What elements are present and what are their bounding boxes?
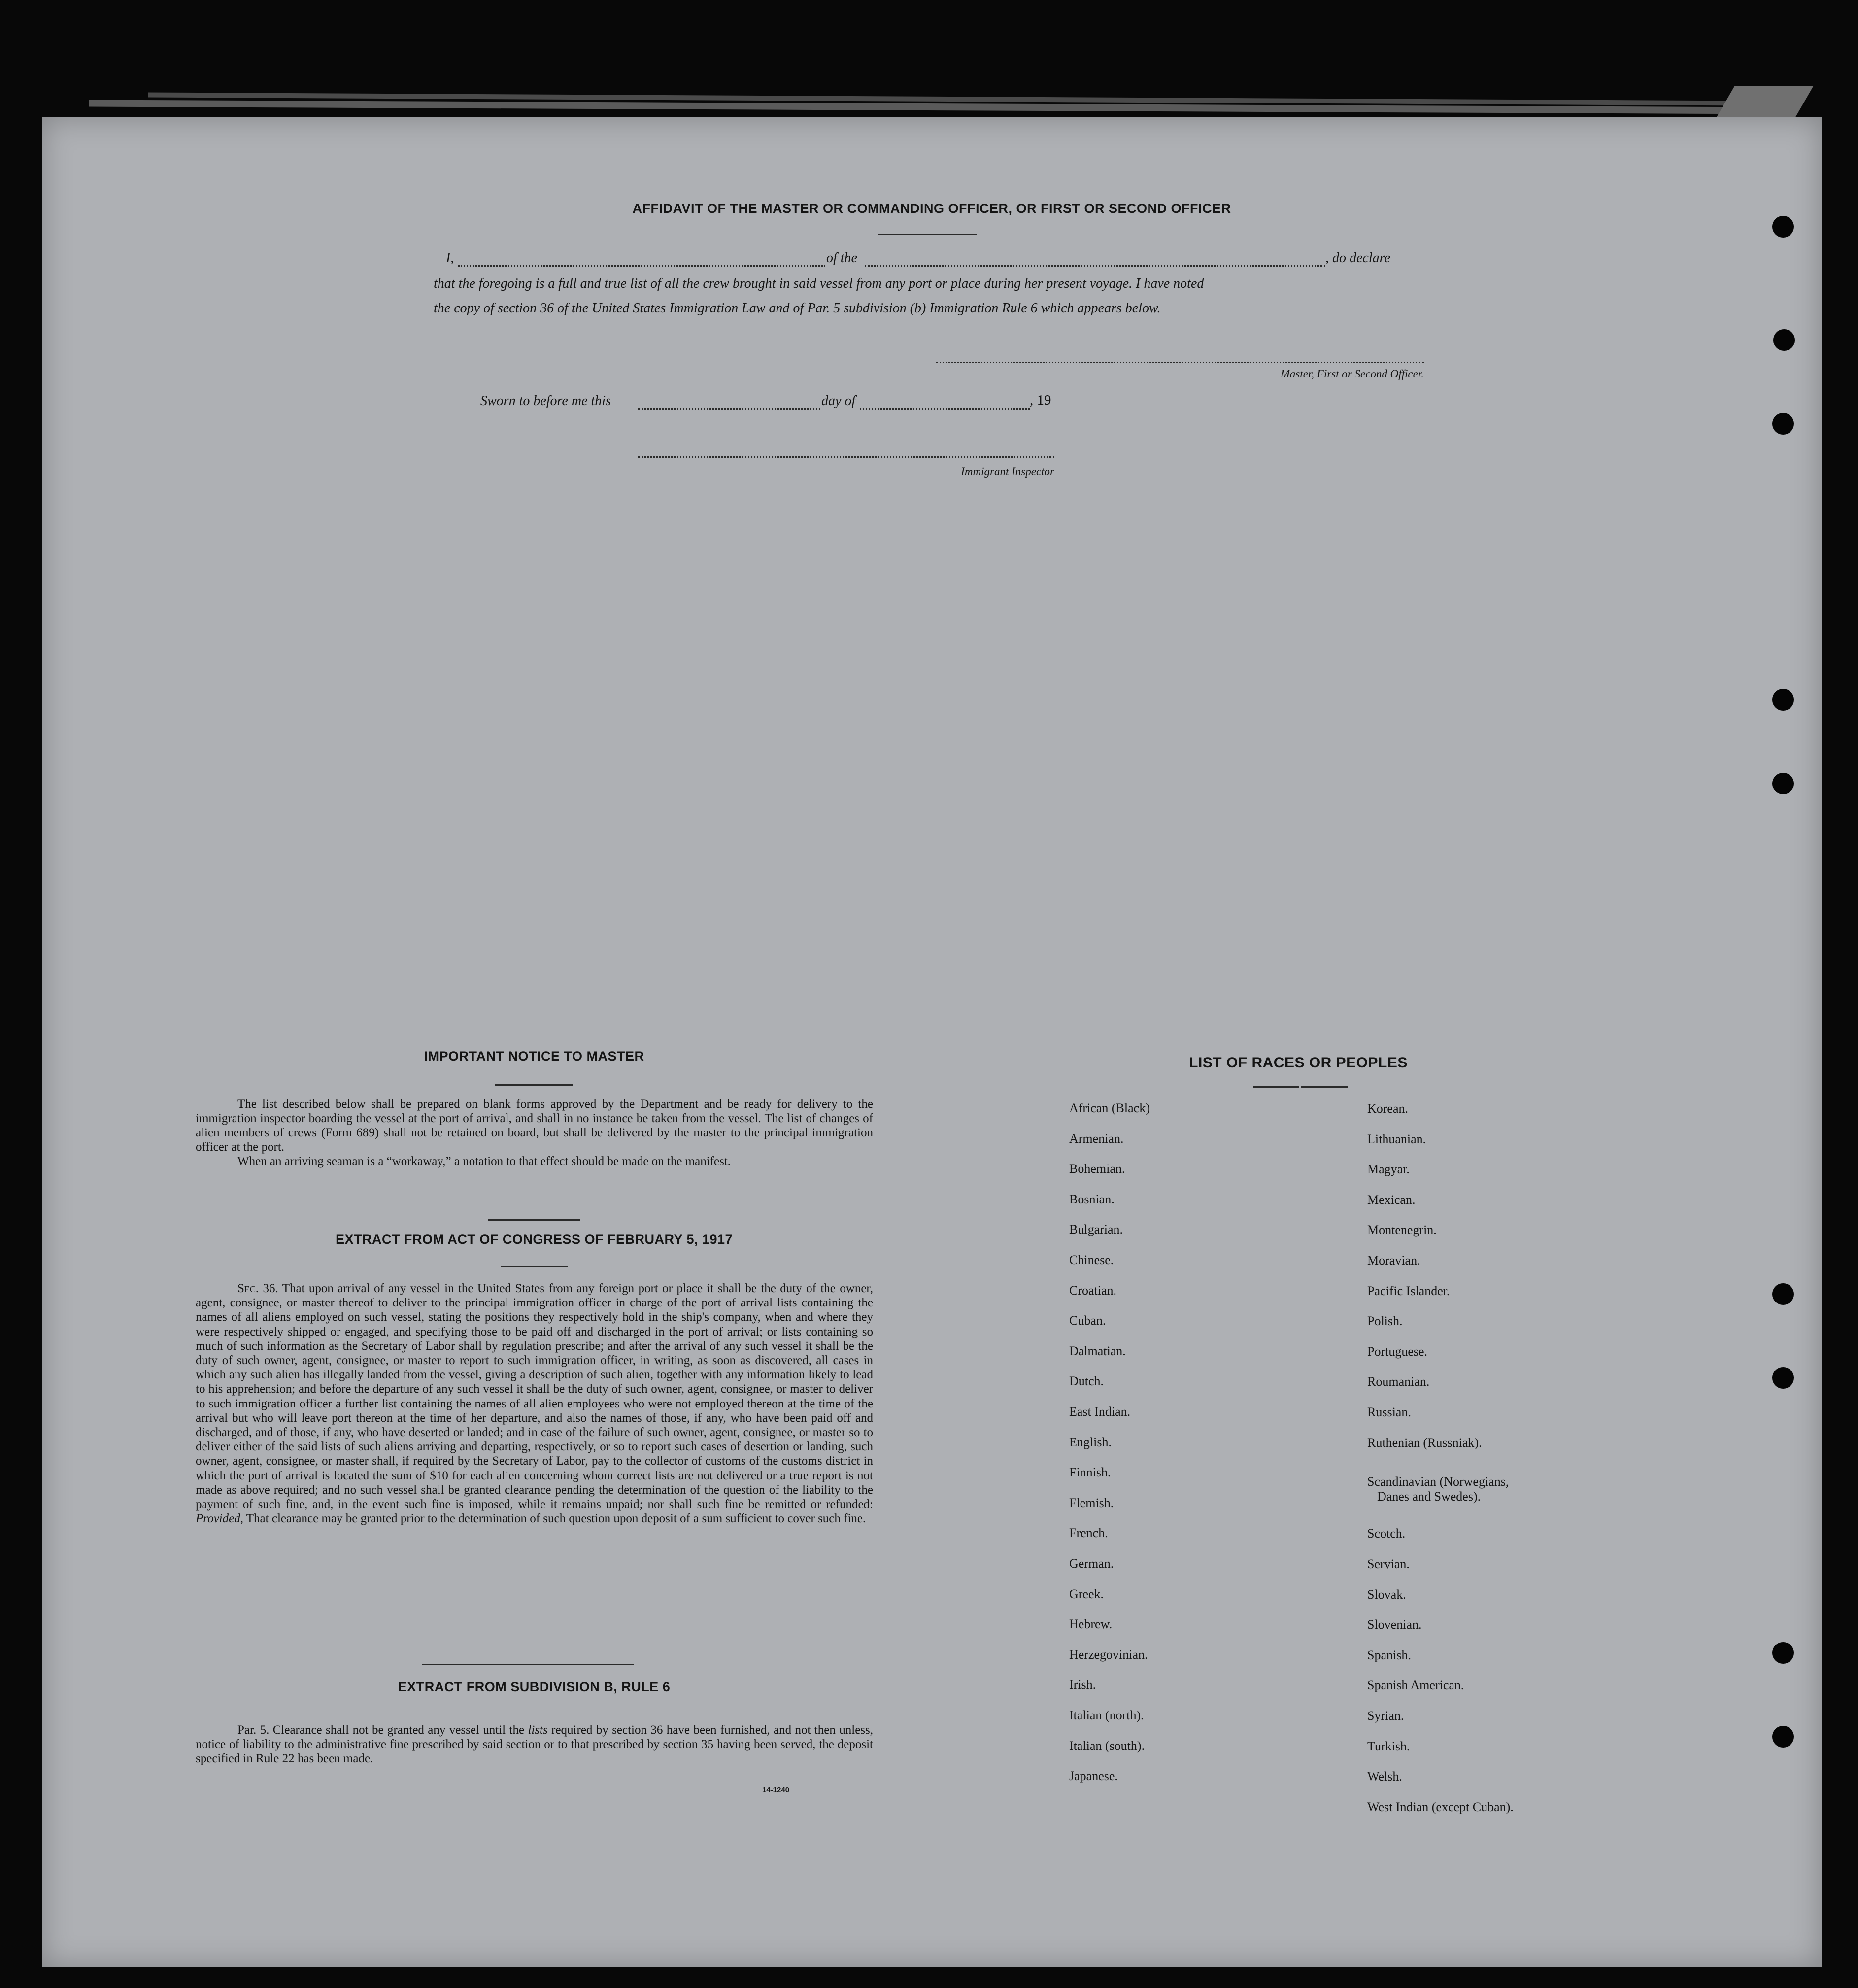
race-item: Armenian. xyxy=(1069,1131,1124,1146)
notice-text xyxy=(196,1097,873,1168)
race-item: Roumanian. xyxy=(1367,1374,1430,1389)
race-item: Magyar. xyxy=(1367,1162,1410,1177)
binder-hole xyxy=(1772,1726,1794,1748)
race-item: East Indian. xyxy=(1069,1405,1131,1419)
sworn-prefix-label: Sworn to before me this xyxy=(480,393,611,409)
race-item: Herzegovinian. xyxy=(1069,1647,1148,1662)
notice-title: IMPORTANT NOTICE TO MASTER xyxy=(424,1049,644,1063)
race-item: Bulgarian. xyxy=(1069,1222,1123,1237)
master-signature-caption: Master, First or Second Officer. xyxy=(1280,368,1424,380)
extract-act-underline xyxy=(501,1266,568,1267)
race-item: Bohemian. xyxy=(1069,1162,1125,1176)
binder-hole xyxy=(1772,773,1794,794)
notice-paragraph-2: When an arriving seaman is a “workaway,” a notation to that effect should be made on the manifest. xyxy=(237,1155,731,1168)
race-item: German. xyxy=(1069,1556,1114,1571)
binder-hole xyxy=(1773,329,1795,351)
extract-rule-text xyxy=(196,1723,873,1766)
inspector-signature-line[interactable] xyxy=(638,456,1054,458)
race-item: Scotch. xyxy=(1367,1526,1406,1541)
race-item: Servian. xyxy=(1367,1557,1410,1571)
affidavit-title: AFFIDAVIT OF THE MASTER OR COMMANDING OFFICER, OR FIRST OR SECOND OFFICER xyxy=(632,201,1231,216)
affidavit-declare-label: , do declare xyxy=(1325,250,1390,266)
extract-rule-body-end: required by section 36 have been furnished, and not then unless, notice of liability to the administrative fine prescribed by said section or to that prescribed by section 35 having been served, the deposit specified in Rule 22 has been made. xyxy=(196,1723,873,1765)
binder-hole xyxy=(1772,1283,1794,1305)
race-item: Welsh. xyxy=(1367,1769,1402,1784)
race-item: Italian (south). xyxy=(1069,1738,1145,1753)
race-item: Polish. xyxy=(1367,1314,1403,1329)
race-item: Portuguese. xyxy=(1367,1344,1428,1359)
section-divider xyxy=(422,1664,634,1665)
master-name-field[interactable] xyxy=(458,265,825,267)
lists-word: lists xyxy=(528,1723,548,1737)
background-sheet-corner xyxy=(1715,86,1813,121)
race-item: Lithuanian. xyxy=(1367,1131,1426,1146)
race-item: Spanish. xyxy=(1367,1647,1411,1662)
extract-act-body: 36. That upon arrival of any vessel in the United States from any foreign port or place it shall be the duty of the owner, agent, consignee, or master thereof to deliver to the principal immigration officer in charge of the port of arrival lists containing the names of all aliens employed on such vessel, stating the positions they respectively hold in the ship's company, when and where they were respectively shipped or engaged, and specifying those to be paid off and discharged in the port of arrival; or lists containing so much of such information as the Secretary of Labor shall by regulation prescribe; and after the arrival of any such vessel it shall be the duty of such owner, agent, consignee, or master to report to such immigration officer, in writing, as soon as discovered, all cases in which any such alien has illegally landed from the vessel, giving a description of such alien, together with any information likely to lead to his apprehension; and before the departure of any such vessel it shall be the duty of such owner, agent, consignee, or master to deliver to such immigration officer a further list containing the names of all alien employees who were not employed thereon at the time of the arrival but who will leave port thereon at the time of her departure, and also the names of those, if any, who have been paid off and discharged, and of those, if any, who have deserted or landed; and in case of the failure of such owner, agent, consignee, or master so to deliver either of the said lists of such aliens arriving and departing, respectively, or so to report such cases of desertion or landing, such owner, agent, consignee, or master shall, if required by the Secretary of Labor, pay to the collector of customs of the customs district in which the port of arrival is located the sum of $10 for each alien concerning whom correct lists are not delivered or a true report is not made as above required; and no such vessel shall be granted clearance pending the determination of the question of the liability to the payment of such fine, and, in the event such fine is imposed, while it remains unpaid; nor shall such fine be remitted or refunded: xyxy=(196,1282,874,1511)
race-item: Syrian. xyxy=(1367,1709,1404,1723)
sworn-day-of-label: day of xyxy=(821,393,856,409)
race-item: Montenegrin. xyxy=(1367,1223,1437,1237)
race-item: Cuban. xyxy=(1069,1313,1106,1328)
race-item: Finnish. xyxy=(1069,1465,1111,1480)
race-item: Italian (north). xyxy=(1069,1708,1144,1722)
extract-rule-body-start: Par. 5. Clearance shall not be granted any vessel until the xyxy=(237,1723,525,1737)
race-item: Japanese. xyxy=(1069,1769,1118,1783)
race-item: Slovenian. xyxy=(1367,1617,1422,1632)
document-page xyxy=(42,117,1822,1967)
sworn-month-field[interactable] xyxy=(860,408,1030,410)
race-item: Chinese. xyxy=(1069,1253,1114,1267)
form-number: 14-1240 xyxy=(762,1786,790,1794)
binder-hole xyxy=(1772,1367,1794,1389)
race-item: Dalmatian. xyxy=(1069,1343,1126,1358)
binder-hole xyxy=(1772,689,1794,711)
section-label: Sec. xyxy=(237,1282,259,1295)
race-item: Irish. xyxy=(1069,1678,1096,1692)
race-item: African (Black) xyxy=(1069,1101,1150,1115)
race-item: Danes and Swedes). xyxy=(1377,1489,1481,1504)
race-item: English. xyxy=(1069,1435,1112,1449)
vessel-name-field[interactable] xyxy=(865,265,1325,267)
races-underline xyxy=(1253,1086,1299,1088)
provided-word: Provided, xyxy=(196,1512,243,1526)
sworn-year-label: , 19 xyxy=(1030,392,1051,408)
race-item: West Indian (except Cuban). xyxy=(1367,1799,1514,1814)
notice-paragraph-1: The list described below shall be prepared on blank forms approved by the Department and be ready for delivery to the immigration inspector boarding the vessel at the port of arrival, and shall in no instance be taken from the vessel. The list of changes of alien members of crews (Form 689) shall not be retained on board, but shall be delivered by the master to the principal immigration officer at the port. xyxy=(196,1097,873,1154)
affidavit-line-2: that the foregoing is a full and true list of all the crew brought in said vessel from any port or place during her present voyage. I have noted xyxy=(434,276,1204,291)
sworn-day-field[interactable] xyxy=(638,408,820,410)
binder-hole xyxy=(1772,413,1794,435)
race-item: Flemish. xyxy=(1069,1495,1114,1510)
notice-underline xyxy=(495,1084,573,1086)
affidavit-i-label: I, xyxy=(446,250,454,266)
race-item: Pacific Islander. xyxy=(1367,1283,1450,1298)
binder-hole xyxy=(1772,216,1794,238)
race-item: Hebrew. xyxy=(1069,1617,1113,1632)
race-item: Scandinavian (Norwegians, xyxy=(1367,1474,1509,1489)
race-item: Croatian. xyxy=(1069,1283,1117,1298)
race-item: French. xyxy=(1069,1526,1108,1541)
affidavit-of-the-label: of the xyxy=(826,250,857,266)
extract-act-body-end: That clearance may be granted prior to the determination of such question upon deposit of a sum sufficient to cover such fine. xyxy=(246,1512,866,1526)
master-signature-line[interactable] xyxy=(936,362,1424,363)
race-item: Bosnian. xyxy=(1069,1192,1115,1206)
race-item: Korean. xyxy=(1367,1101,1409,1116)
race-item: Russian. xyxy=(1367,1405,1411,1419)
race-item: Mexican. xyxy=(1367,1192,1416,1207)
race-item: Slovak. xyxy=(1367,1587,1406,1602)
extract-act-text xyxy=(196,1281,873,1526)
race-item: Greek. xyxy=(1069,1586,1104,1601)
extract-act-title: EXTRACT FROM ACT OF CONGRESS OF FEBRUARY 5, 1917 xyxy=(335,1232,733,1247)
races-title: LIST OF RACES OR PEOPLES xyxy=(1189,1055,1408,1071)
race-item: Turkish. xyxy=(1367,1739,1410,1753)
race-item: Spanish American. xyxy=(1367,1678,1464,1693)
race-item: Dutch. xyxy=(1069,1374,1104,1389)
binder-hole xyxy=(1772,1642,1794,1664)
section-divider xyxy=(488,1219,580,1221)
affidavit-line-3: the copy of section 36 of the United States Immigration Law and of Par. 5 subdivision (b) Immigration Rule 6 which appears below. xyxy=(434,301,1161,316)
races-underline xyxy=(1301,1086,1348,1088)
race-item: Moravian. xyxy=(1367,1253,1420,1268)
race-item: Ruthenian (Russniak). xyxy=(1367,1435,1482,1450)
extract-rule-title: EXTRACT FROM SUBDIVISION B, RULE 6 xyxy=(398,1680,671,1694)
title-underline xyxy=(878,234,977,235)
inspector-caption: Immigrant Inspector xyxy=(961,465,1054,478)
